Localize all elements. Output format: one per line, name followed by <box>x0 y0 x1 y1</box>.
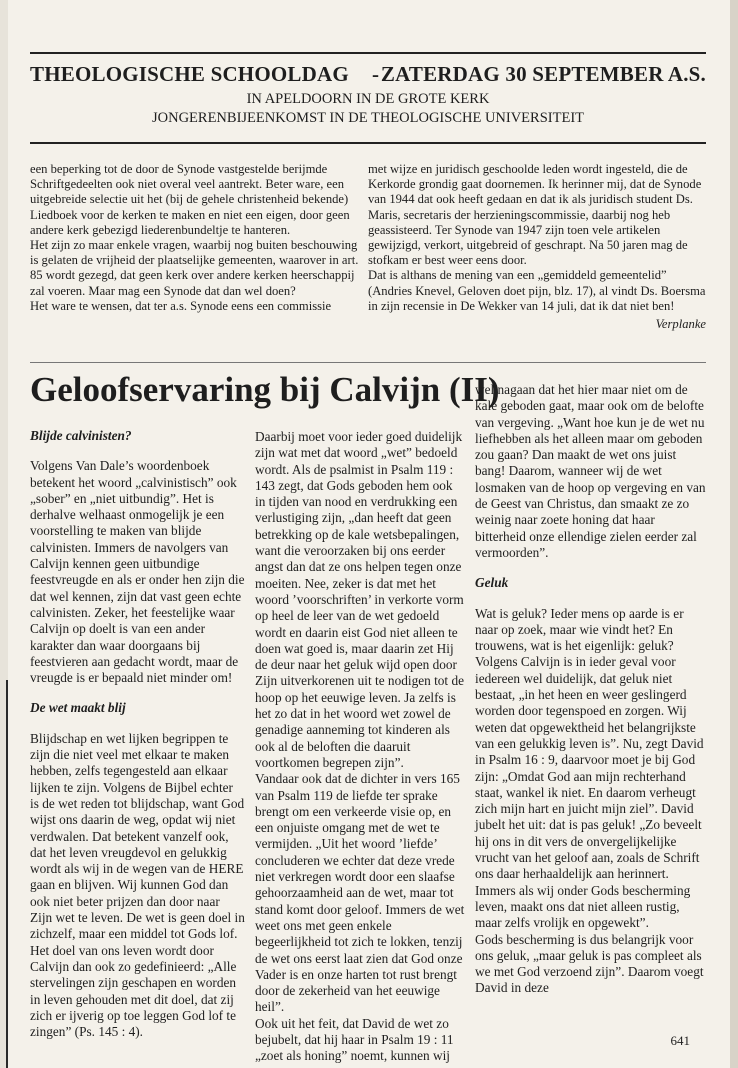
magazine-page <box>8 0 730 1068</box>
notice-signature: Verplanke <box>655 317 706 332</box>
article-paragraph: Vandaar ook dat de dichter in vers 165 van Psalm 119 de liefde ter sprake brengt om een verkeerde visie op, en een onjuiste omgang met de wet te vermijden. „Uit het woord ’liefde’ concluderen we echter dat deze vrede niet verkregen wordt door een slaafse gehoorzaamheid aan de wet, maar tot stand komt door geloof. Immers de wet weet ons met geen enkele begeerlijkheid tot zich te lokken, tenzij de wet ons eerst laat zien dat God onze Vader is en onze harten tot rust brengt door de zekerheid van het eeuwige heil”. <box>255 771 465 1015</box>
notice-paragraph: met wijze en juridisch geschoolde leden wordt ingesteld, die de Kerkorde grondig gaat doornemen. Ik herinner mij, dat de Synode van 1944 dat ook heeft gedaan en dat ik als juridisch student Ds. Maris, secretaris der herzieningscommissie, daarbij nog heb geassisteerd. Ter Synode van 1947 zijn toen vele artikelen gewijzigd, verkort, uitgebreid of geschrapt. Na 50 jaren mag de stofkam er best weer eens door. <box>368 162 702 268</box>
subheading-blijde-calvinisten: Blijde calvinisten? <box>30 428 132 443</box>
article-paragraph: Wat is geluk? Ieder mens op aarde is er naar op zoek, maar wie vindt het? En trouwens, wat is het eigenlijk: geluk? Volgens Calvijn is in ieder geval voor iedereen wel duidelijk, dat geluk niet bestaat, „in het heen en weer geslingerd worden door tegenspoed en zorgen. Wij weten dat opgewektheid het belangrijkste van een gelukkig leven is”. Nu, zegt David in Psalm 16 : 9, daarvoor moet je bij God zijn: „Omdat God aan mijn rechterhand staat, wankel ik niet. En daarom verheugt zich mijn hart en juicht mijn ziel”. David jubelt het uit: dat is pas geluk! „Zo beveelt hij ons in dit vers de onvergelijkelijke vrucht van het geloof aan, zoals de Schrift ons daar herhaaldelijk aan herinnert. Immers als wij onder Gods bescherming leven, maakt ons dat niet alleen rustig, maar zelfs vrolijk en opgewekt”. <box>475 605 704 931</box>
article-paragraph: Volgens Van Dale’s woordenboek betekent het woord „calvinistisch” ook „sober” en „niet uitbundig”. Het is derhalve welhaast onmogelijk je een voorstelling te maken van blijde calvinisten. Immers de navolgers van Calvijn kennen geen uitbundige feestvreugde en als er onder hen zijn die dat wel kennen, zijn dat vast geen echte calvinisten. Zeker, het feestelijke waar Calvijn op doelt is van een ander karakter dan waar doorgaans bij feestvieren aan gedacht wordt, maar de vreugde is er bepaald niet minder om! <box>30 458 245 686</box>
article-column-1 <box>30 428 245 1040</box>
banner-title-right: ZATERDAG 30 SEPTEMBER A.S. <box>380 62 706 86</box>
notice-paragraph: Het ware te wensen, dat ter a.s. Synode eens een commissie <box>30 298 332 313</box>
banner-bottom-rule <box>30 142 706 144</box>
article-column-2 <box>255 429 465 1065</box>
article-paragraph: Ook uit het feit, dat David de wet zo bejubelt, dat hij haar in Psalm 19 : 11 „zoet als honing” noemt, kunnen wij <box>255 1015 454 1064</box>
notice-right-column <box>368 162 706 332</box>
article-paragraph: Gods bescherming is dus belangrijk voor ons geluk, „maar geluk is pas compleet als we met God verzoend zijn”. Daarom voegt David in deze <box>475 931 704 996</box>
banner-title-dash: - <box>372 62 380 86</box>
page-number: 641 <box>670 1033 690 1048</box>
notice-paragraph: Het zijn zo maar enkele vragen, waarbij nog buiten beschouwing is gelaten de vrijheid der plaatselijke gemeenten, waarover in art. 85 wordt gezegd, dat geen kerk over andere kerken heerschappij zal voeren. Maar mag een Synode dat dan wel doen? <box>30 238 359 298</box>
banner-line-1: IN APELDOORN IN DE GROTE KERK <box>246 91 490 107</box>
article-headline: Geloofservaring bij Calvijn (II) <box>30 370 500 409</box>
article-paragraph: wel nagaan dat het hier maar niet om de kale geboden gaat, maar ook om de belofte van vergeving. „Want hoe kun je de wet nu liefhebben als het alleen maar om geboden zou gaan? Dan maakt de wet ons juist bang! Daarom, wanneer wij de wet losmaken van de hoop op vergeving en van de Geest van Christus, dan smaakt ze zo weinig naar zoete honing dat haar bitterheid onze ellendige zielen eerder zal vermoorden”. <box>475 382 706 560</box>
notice-paragraph: Dat is althans de mening van een „gemiddeld gemeentelid” (Andries Knevel, Geloven doet pijn, blz. 17), al vindt Ds. Boersma in zijn recensie in De Wekker van 14 juli, dat ik dat niet ben! <box>368 268 706 313</box>
notice-left-column <box>30 162 360 314</box>
article-column-3 <box>475 382 706 997</box>
notice-paragraph: een beperking tot de door de Synode vastgestelde berijmde Schriftgedeelten ook niet overal veel aantrekt. Beter ware, een uitgebreide selectie uit het (bij de gehele christenheid bekende) Liedboek voor de kerken te maken en niet een eigen, door geen andere kerk gebezigd liederenbundeltje te hanteren. <box>30 162 350 237</box>
subheading-geluk: Geluk <box>475 575 509 591</box>
banner-title-left: THEOLOGISCHE SCHOOLDAG <box>30 62 349 86</box>
section-divider <box>30 362 706 363</box>
article-paragraph: Blijdschap en wet lijken begrippen te zijn die niet veel met elkaar te maken hebben, zelfs tegengesteld aan elkaar lijken te zijn. Volgens de Bijbel echter is de wet reden tot blijdschap, want God wijst ons daarin de weg, opdat wij niet verdwalen. Dat betekent vanzelf ook, dat het leven vreugdevol en gelukkig wordt als wij in de wegen van de HERE gaan en blijven. Wij kunnen God dan ook niet beter prijzen dan door naar Zijn wet te leven. De wet is geen doel in zichzelf, maar een middel tot Gods lof. Het doel van ons leven wordt door Calvijn dan ook zo gedefinieerd: „Alle stervelingen zijn geschapen en worden in leven gehouden met dit doel, dat zij zich er ijverig op toe leggen God lof te zingen” (Ps. 145 : 4). <box>30 730 245 1040</box>
banner-line-2: JONGERENBIJEENKOMST IN DE THEOLOGISCHE UNIVERSITEIT <box>151 110 585 126</box>
subheading-de-wet-maakt-blij: De wet maakt blij <box>30 700 126 716</box>
banner-top-rule <box>30 52 706 54</box>
article-paragraph: Daarbij moet voor ieder goed duidelijk zijn wat met dat woord „wet” bedoeld wordt. Als de psalmist in Psalm 119 : 143 zegt, dat Gods geboden hem ook in tijden van nood en verdrukking een verlustiging zijn, „dan heeft dat geen betrekking op de kale wetsbepalingen, want die veroorzaken bij ons eerder angst dan dat ze ons helpen tegen onze moeiten. Nee, zeker is dat met het woord ’voorschriften’ in verkorte vorm op heel de leer van de wet gedoeld wordt en daarin eist God niet alleen te doen wat goed is, maar daarin zet Hij de deur naar het geluk wijd open door Zijn uitverkorenen uit te nodigen tot de hoop op het eeuwige leven. Ja zelfs is het zo dat in het woord wet zowel de genadige aanneming tot kinderen als ook al de beloften die daaruit voortkomen begrepen zijn”. <box>255 429 465 770</box>
